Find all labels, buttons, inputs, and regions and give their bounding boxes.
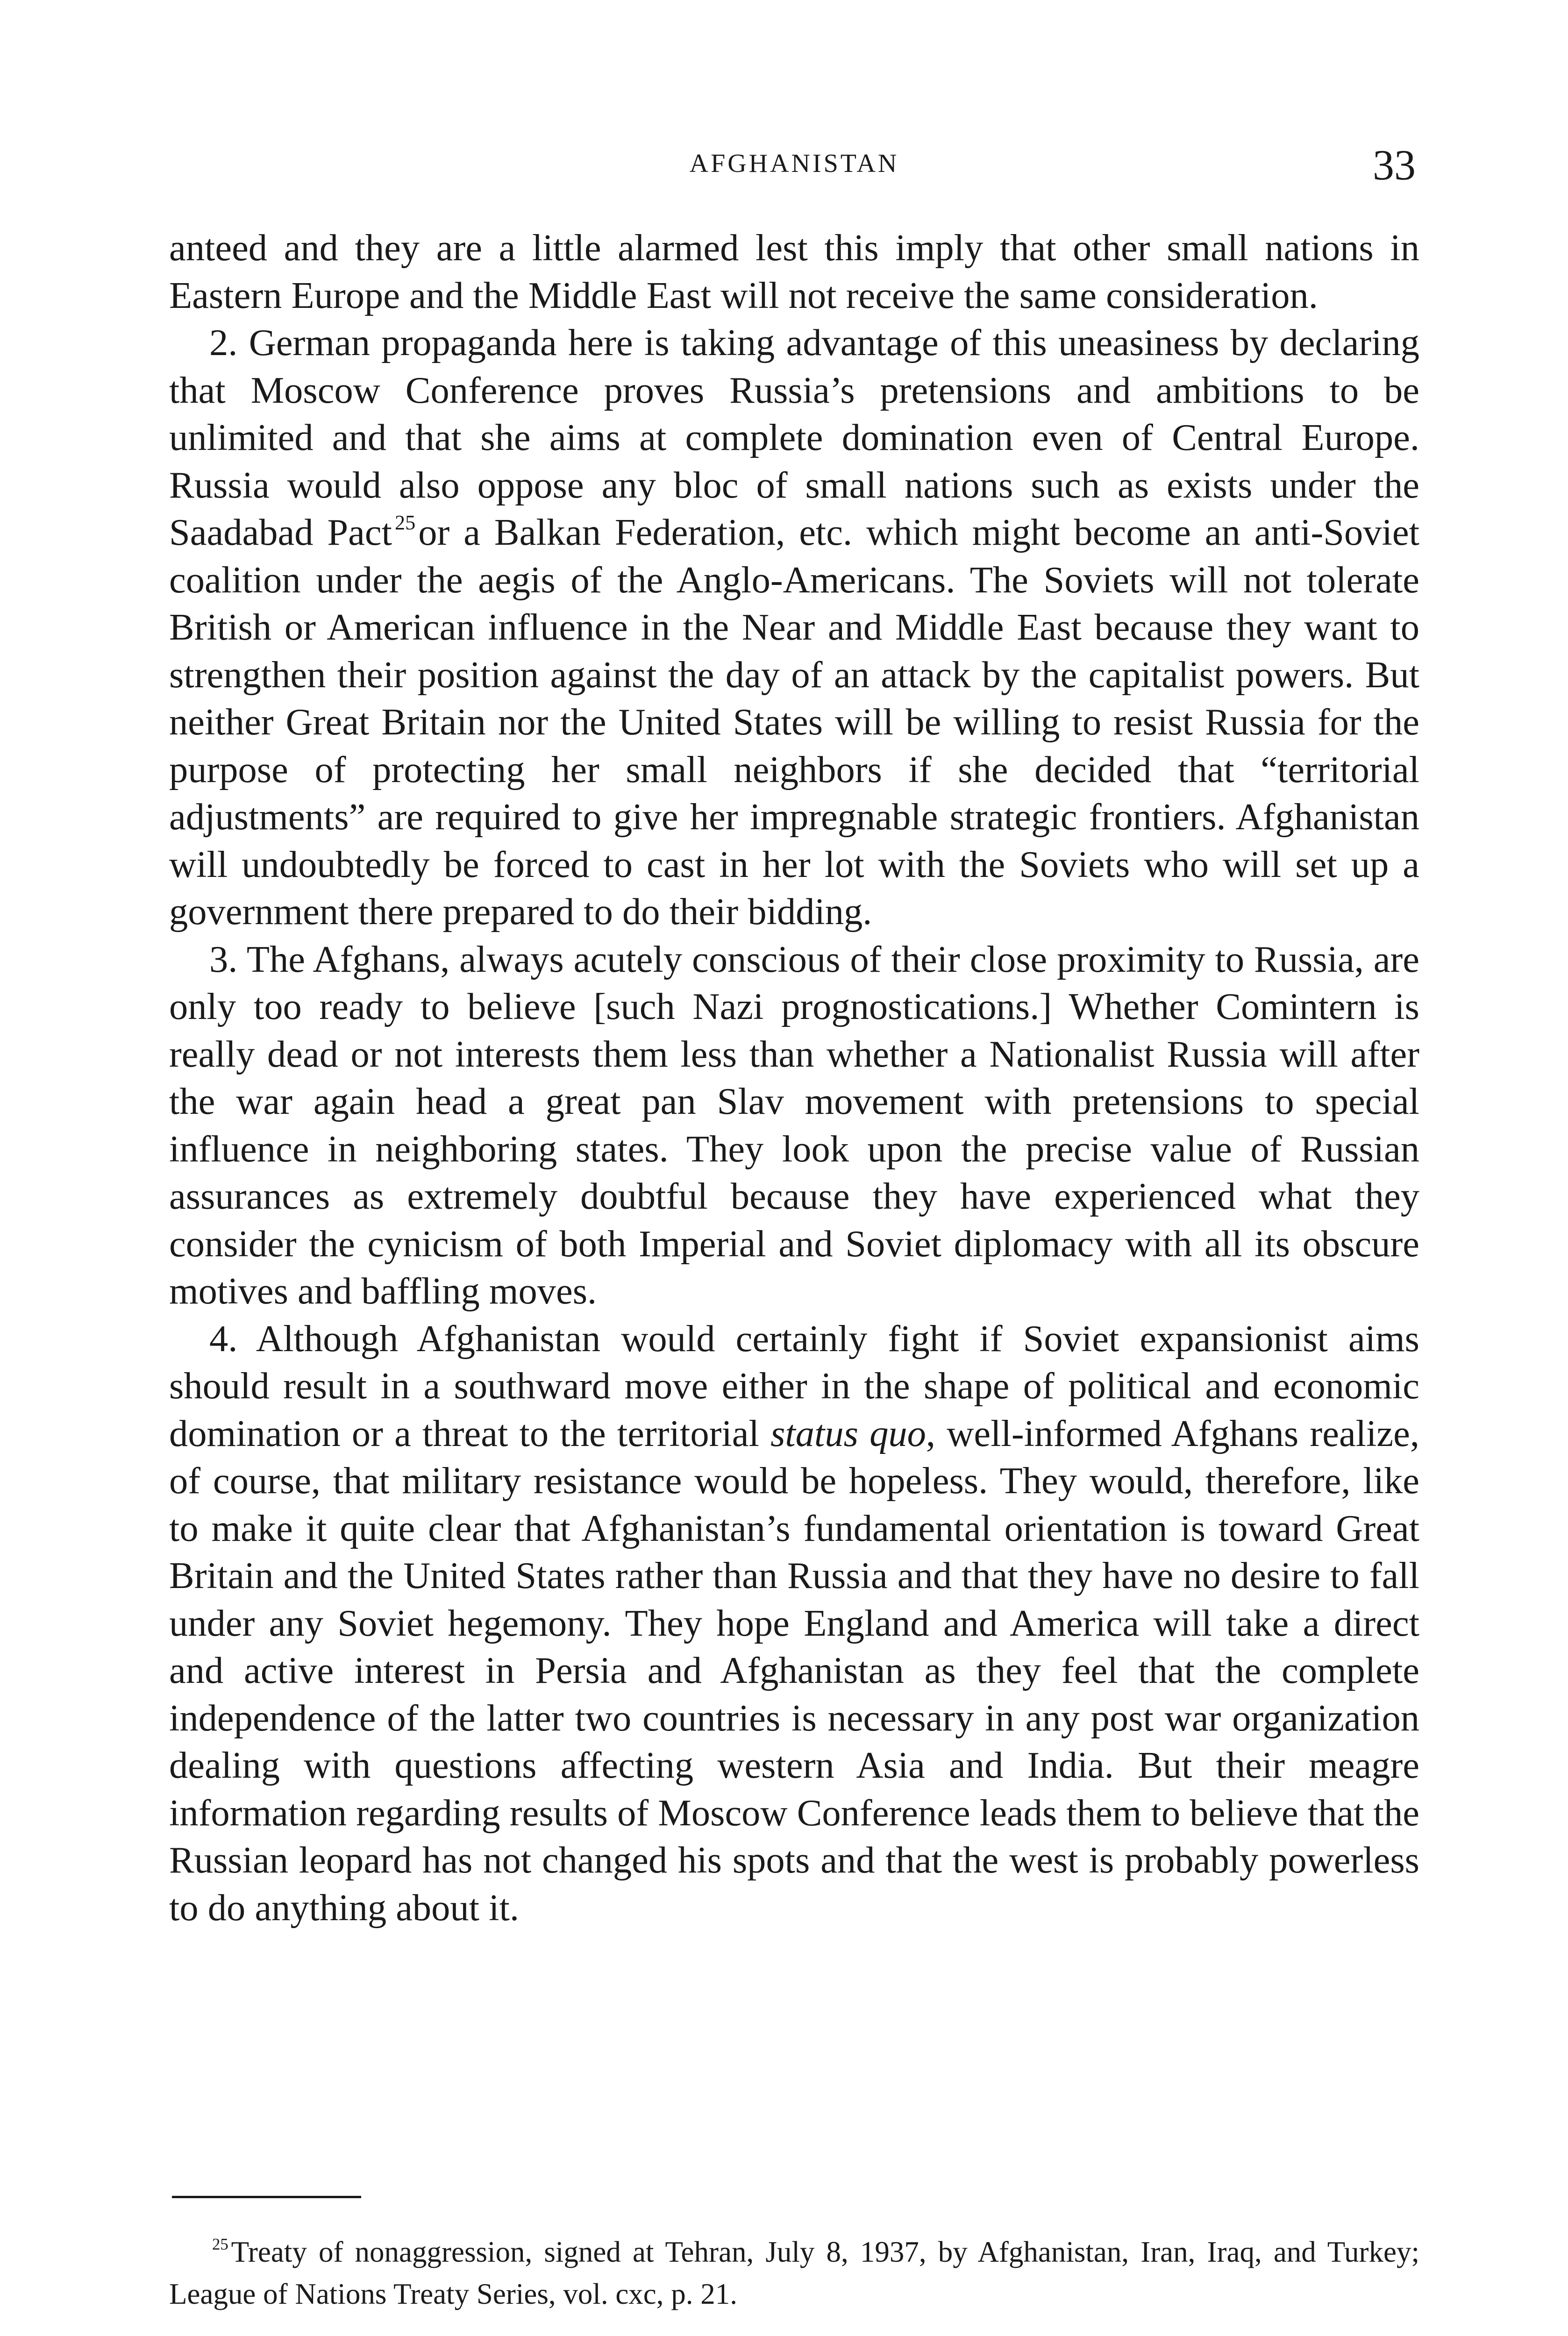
running-head <box>173 140 1416 192</box>
footnote <box>169 2231 1419 2315</box>
footnote-text: Treaty of nonaggression, signed at Tehran, July 8, 1937, by Afghanistan, Iran, Iraq, and Turkey; League of Nations Treaty Series, vol. cxc, p. 21. <box>169 2236 1419 2310</box>
footnote-paragraph <box>169 2231 1419 2315</box>
footnote-reference: 25 <box>394 511 416 534</box>
body-text <box>169 224 1419 1931</box>
italic-phrase: status quo <box>770 1412 926 1454</box>
paragraph-continued <box>169 224 1419 319</box>
paragraph-text: or a Balkan Federation, etc. which might become an anti-Soviet coalition under the aegis of the Anglo-Americans. The Soviets will not tolerate British or American influence in the Near and Middle East because they want to strengthen their position against the day of an attack by the capitalist powers. But neither Great Britain nor the United States will be willing to resist Russia for the purpose of protecting her small neighbors if she decided that “territorial adjustments” are required to give her impregnable strategic frontiers. Afghanistan will undoubtedly be forced to cast in her lot with the Soviets who will set up a government there prepared to do their bidding. <box>169 512 1419 933</box>
paragraph-4 <box>169 1315 1419 1932</box>
paragraph-3 <box>169 936 1419 1315</box>
paragraph-text: 2. German propaganda here is taking advantage of this uneasiness by declaring that Moscow Conference proves Russia’s pretensions and ambitions to be unlimited and that she aims at complete domination even of Central Europe. Russia would also oppose any bloc of small nations such as exists under the Saadabad Pact <box>169 322 1419 553</box>
footnote-divider <box>172 2196 361 2198</box>
paragraph-text: , well-informed Afghans realize, of course, that military resistance would be hopeless. They would, therefore, like to make it quite clear that Afghanistan’s fundamental orientation is toward Great Britain and the United States rather than Russia and that they have no desire to fall under any Soviet hegemony. They hope England and America will take a direct and active interest in Persia and Afghanistan as they feel that the complete independence of the latter two countries is necessary in any post war organization dealing with questions affecting western Asia and India. But their meagre information regarding results of Moscow Conference leads them to believe that the Russian leopard has not changed his spots and that the west is probably powerless to do anything about it. <box>169 1412 1419 1929</box>
paragraph-2 <box>169 319 1419 936</box>
paragraph-text: 3. The Afghans, always acutely conscious of their close proximity to Russia, are only too ready to believe [such Nazi prognostications.] Whether Comintern is really dead or not interests them less than whether a Nationalist Russia will after the war again head a great pan Slav movement with pretensions to special influence in neighboring states. They look upon the precise value of Russian assurances as extremely doubtful because they have experienced what they consider the cynicism of both Imperial and Soviet diplomacy with all its obscure motives and baffling moves. <box>169 938 1419 1312</box>
page-number: 33 <box>1373 141 1416 189</box>
paragraph-text: anteed and they are a little alarmed lest this imply that other small nations in Eastern Europe and the Middle East will not receive the same consideration. <box>169 227 1419 316</box>
running-title: AFGHANISTAN <box>689 149 899 178</box>
paragraph-text: 4. Although Afghanistan would certainly fight if Soviet expansionist aims should result in a southward move either in the shape of political and economic domination or a threat to the territorial <box>169 1318 1419 1454</box>
footnote-marker: 25 <box>212 2236 228 2254</box>
